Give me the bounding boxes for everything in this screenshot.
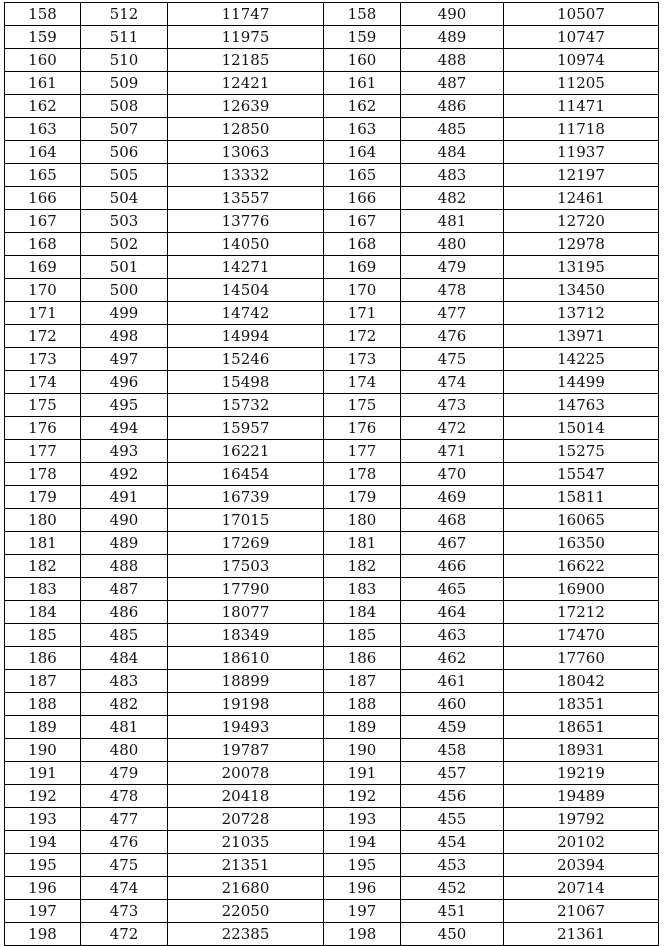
rank-cell: 183 xyxy=(324,578,401,601)
score-cell: 484 xyxy=(401,141,504,164)
table-row xyxy=(5,26,659,49)
rank-cell: 159 xyxy=(324,26,401,49)
rank-cell: 196 xyxy=(324,877,401,900)
cumulative-count-cell: 22050 xyxy=(168,900,324,923)
table-row xyxy=(5,72,659,95)
score-cell: 512 xyxy=(81,3,168,26)
table-row xyxy=(5,716,659,739)
score-cell: 467 xyxy=(401,532,504,555)
score-cell: 463 xyxy=(401,624,504,647)
cumulative-count-cell: 15498 xyxy=(168,371,324,394)
score-cell: 482 xyxy=(401,187,504,210)
cumulative-count-cell: 21035 xyxy=(168,831,324,854)
score-cell: 509 xyxy=(81,72,168,95)
cumulative-count-cell: 12185 xyxy=(168,49,324,72)
score-cell: 474 xyxy=(81,877,168,900)
rank-cell: 165 xyxy=(324,164,401,187)
rank-cell: 169 xyxy=(5,256,81,279)
score-cell: 455 xyxy=(401,808,504,831)
cumulative-count-cell: 19792 xyxy=(504,808,659,831)
table-row xyxy=(5,394,659,417)
cumulative-count-cell: 18931 xyxy=(504,739,659,762)
rank-cell: 164 xyxy=(5,141,81,164)
rank-cell: 194 xyxy=(5,831,81,854)
score-cell: 485 xyxy=(81,624,168,647)
rank-cell: 188 xyxy=(5,693,81,716)
cumulative-count-cell: 14271 xyxy=(168,256,324,279)
table-row xyxy=(5,95,659,118)
rank-cell: 180 xyxy=(5,509,81,532)
cumulative-count-cell: 14050 xyxy=(168,233,324,256)
rank-cell: 171 xyxy=(324,302,401,325)
score-cell: 468 xyxy=(401,509,504,532)
table-row xyxy=(5,371,659,394)
rank-cell: 167 xyxy=(5,210,81,233)
score-cell: 487 xyxy=(81,578,168,601)
rank-cell: 187 xyxy=(324,670,401,693)
rank-cell: 175 xyxy=(5,394,81,417)
rank-cell: 186 xyxy=(5,647,81,670)
table-row xyxy=(5,808,659,831)
cumulative-count-cell: 19489 xyxy=(504,785,659,808)
cumulative-count-cell: 16622 xyxy=(504,555,659,578)
rank-cell: 193 xyxy=(5,808,81,831)
cumulative-count-cell: 17269 xyxy=(168,532,324,555)
rank-cell: 161 xyxy=(5,72,81,95)
score-cell: 479 xyxy=(81,762,168,785)
score-cell: 488 xyxy=(81,555,168,578)
score-cell: 486 xyxy=(81,601,168,624)
table-row xyxy=(5,417,659,440)
table-row xyxy=(5,486,659,509)
rank-cell: 196 xyxy=(5,877,81,900)
cumulative-count-cell: 18042 xyxy=(504,670,659,693)
rank-cell: 172 xyxy=(324,325,401,348)
cumulative-count-cell: 16739 xyxy=(168,486,324,509)
cumulative-count-cell: 14499 xyxy=(504,371,659,394)
cumulative-count-cell: 19787 xyxy=(168,739,324,762)
cumulative-count-cell: 13557 xyxy=(168,187,324,210)
cumulative-count-cell: 11471 xyxy=(504,95,659,118)
table-row xyxy=(5,463,659,486)
table-row xyxy=(5,670,659,693)
rank-cell: 165 xyxy=(5,164,81,187)
score-cell: 475 xyxy=(81,854,168,877)
cumulative-count-cell: 12639 xyxy=(168,95,324,118)
rank-cell: 185 xyxy=(5,624,81,647)
table-row xyxy=(5,532,659,555)
cumulative-count-cell: 21067 xyxy=(504,900,659,923)
rank-cell: 158 xyxy=(5,3,81,26)
score-cell: 474 xyxy=(401,371,504,394)
cumulative-count-cell: 20078 xyxy=(168,762,324,785)
cumulative-count-cell: 16065 xyxy=(504,509,659,532)
table-row xyxy=(5,325,659,348)
cumulative-count-cell: 11937 xyxy=(504,141,659,164)
cumulative-count-cell: 17503 xyxy=(168,555,324,578)
score-cell: 504 xyxy=(81,187,168,210)
score-cell: 493 xyxy=(81,440,168,463)
rank-cell: 164 xyxy=(324,141,401,164)
score-cell: 458 xyxy=(401,739,504,762)
rank-cell: 185 xyxy=(324,624,401,647)
table-row xyxy=(5,118,659,141)
table-row xyxy=(5,854,659,877)
rank-cell: 170 xyxy=(5,279,81,302)
rank-cell: 161 xyxy=(324,72,401,95)
table-row xyxy=(5,256,659,279)
rank-cell: 180 xyxy=(324,509,401,532)
score-cell: 488 xyxy=(401,49,504,72)
score-cell: 482 xyxy=(81,693,168,716)
rank-cell: 174 xyxy=(324,371,401,394)
cumulative-count-cell: 14994 xyxy=(168,325,324,348)
rank-cell: 189 xyxy=(324,716,401,739)
rank-cell: 187 xyxy=(5,670,81,693)
rank-cell: 177 xyxy=(324,440,401,463)
cumulative-count-cell: 22385 xyxy=(168,923,324,946)
cumulative-count-cell: 13971 xyxy=(504,325,659,348)
score-cell: 470 xyxy=(401,463,504,486)
rank-cell: 173 xyxy=(5,348,81,371)
rank-cell: 181 xyxy=(5,532,81,555)
score-cell: 498 xyxy=(81,325,168,348)
rank-cell: 191 xyxy=(5,762,81,785)
score-cell: 480 xyxy=(401,233,504,256)
score-cell: 479 xyxy=(401,256,504,279)
score-cell: 490 xyxy=(401,3,504,26)
table-row xyxy=(5,900,659,923)
rank-cell: 184 xyxy=(5,601,81,624)
table-row xyxy=(5,762,659,785)
rank-cell: 170 xyxy=(324,279,401,302)
score-cell: 487 xyxy=(401,72,504,95)
rank-cell: 177 xyxy=(5,440,81,463)
cumulative-count-cell: 13195 xyxy=(504,256,659,279)
score-cell: 473 xyxy=(81,900,168,923)
score-cell: 453 xyxy=(401,854,504,877)
cumulative-count-cell: 20728 xyxy=(168,808,324,831)
score-cell: 454 xyxy=(401,831,504,854)
cumulative-count-cell: 18351 xyxy=(504,693,659,716)
score-cell: 505 xyxy=(81,164,168,187)
cumulative-count-cell: 16350 xyxy=(504,532,659,555)
table-row xyxy=(5,3,659,26)
score-cell: 481 xyxy=(401,210,504,233)
rank-cell: 171 xyxy=(5,302,81,325)
cumulative-count-cell: 17760 xyxy=(504,647,659,670)
score-cell: 475 xyxy=(401,348,504,371)
table-row xyxy=(5,555,659,578)
score-cell: 457 xyxy=(401,762,504,785)
cumulative-count-cell: 12421 xyxy=(168,72,324,95)
rank-cell: 158 xyxy=(324,3,401,26)
score-cell: 507 xyxy=(81,118,168,141)
rank-cell: 191 xyxy=(324,762,401,785)
score-table xyxy=(4,2,659,946)
table-row xyxy=(5,601,659,624)
rank-cell: 160 xyxy=(5,49,81,72)
cumulative-count-cell: 14225 xyxy=(504,348,659,371)
cumulative-count-cell: 18610 xyxy=(168,647,324,670)
table-row xyxy=(5,785,659,808)
cumulative-count-cell: 19219 xyxy=(504,762,659,785)
rank-cell: 183 xyxy=(5,578,81,601)
cumulative-count-cell: 11747 xyxy=(168,3,324,26)
score-cell: 492 xyxy=(81,463,168,486)
rank-cell: 197 xyxy=(324,900,401,923)
score-cell: 501 xyxy=(81,256,168,279)
cumulative-count-cell: 15014 xyxy=(504,417,659,440)
cumulative-count-cell: 11718 xyxy=(504,118,659,141)
score-cell: 452 xyxy=(401,877,504,900)
table-row xyxy=(5,739,659,762)
score-cell: 480 xyxy=(81,739,168,762)
score-cell: 456 xyxy=(401,785,504,808)
rank-cell: 175 xyxy=(324,394,401,417)
score-cell: 461 xyxy=(401,670,504,693)
rank-cell: 166 xyxy=(324,187,401,210)
table-row xyxy=(5,279,659,302)
score-cell: 476 xyxy=(81,831,168,854)
score-cell: 489 xyxy=(81,532,168,555)
rank-cell: 192 xyxy=(5,785,81,808)
score-cell: 477 xyxy=(401,302,504,325)
score-cell: 510 xyxy=(81,49,168,72)
score-cell: 483 xyxy=(401,164,504,187)
score-cell: 450 xyxy=(401,923,504,946)
score-cell: 484 xyxy=(81,647,168,670)
table-row xyxy=(5,923,659,946)
score-cell: 473 xyxy=(401,394,504,417)
score-cell: 497 xyxy=(81,348,168,371)
cumulative-count-cell: 12978 xyxy=(504,233,659,256)
cumulative-count-cell: 20102 xyxy=(504,831,659,854)
rank-cell: 188 xyxy=(324,693,401,716)
score-cell: 472 xyxy=(401,417,504,440)
table-row xyxy=(5,210,659,233)
cumulative-count-cell: 13332 xyxy=(168,164,324,187)
table-row xyxy=(5,693,659,716)
score-cell: 451 xyxy=(401,900,504,923)
rank-cell: 192 xyxy=(324,785,401,808)
rank-cell: 176 xyxy=(5,417,81,440)
score-cell: 460 xyxy=(401,693,504,716)
rank-cell: 168 xyxy=(5,233,81,256)
cumulative-count-cell: 15957 xyxy=(168,417,324,440)
rank-cell: 182 xyxy=(5,555,81,578)
rank-cell: 190 xyxy=(324,739,401,762)
cumulative-count-cell: 16221 xyxy=(168,440,324,463)
cumulative-count-cell: 13450 xyxy=(504,279,659,302)
rank-cell: 181 xyxy=(324,532,401,555)
rank-cell: 189 xyxy=(5,716,81,739)
cumulative-count-cell: 12720 xyxy=(504,210,659,233)
score-cell: 489 xyxy=(401,26,504,49)
score-cell: 469 xyxy=(401,486,504,509)
rank-cell: 173 xyxy=(324,348,401,371)
rank-cell: 194 xyxy=(324,831,401,854)
rank-cell: 167 xyxy=(324,210,401,233)
score-cell: 472 xyxy=(81,923,168,946)
cumulative-count-cell: 14763 xyxy=(504,394,659,417)
rank-cell: 198 xyxy=(5,923,81,946)
rank-cell: 159 xyxy=(5,26,81,49)
cumulative-count-cell: 21361 xyxy=(504,923,659,946)
score-cell: 494 xyxy=(81,417,168,440)
rank-cell: 168 xyxy=(324,233,401,256)
rank-cell: 190 xyxy=(5,739,81,762)
score-cell: 502 xyxy=(81,233,168,256)
cumulative-count-cell: 17212 xyxy=(504,601,659,624)
table-row xyxy=(5,348,659,371)
cumulative-count-cell: 18899 xyxy=(168,670,324,693)
table-row xyxy=(5,440,659,463)
rank-cell: 172 xyxy=(5,325,81,348)
table-row xyxy=(5,831,659,854)
cumulative-count-cell: 21680 xyxy=(168,877,324,900)
rank-cell: 162 xyxy=(324,95,401,118)
rank-cell: 162 xyxy=(5,95,81,118)
score-cell: 462 xyxy=(401,647,504,670)
rank-cell: 197 xyxy=(5,900,81,923)
cumulative-count-cell: 15547 xyxy=(504,463,659,486)
cumulative-count-cell: 15246 xyxy=(168,348,324,371)
score-cell: 471 xyxy=(401,440,504,463)
cumulative-count-cell: 13712 xyxy=(504,302,659,325)
table-row xyxy=(5,49,659,72)
score-cell: 503 xyxy=(81,210,168,233)
rank-cell: 169 xyxy=(324,256,401,279)
score-cell: 481 xyxy=(81,716,168,739)
rank-cell: 178 xyxy=(5,463,81,486)
rank-cell: 182 xyxy=(324,555,401,578)
score-cell: 491 xyxy=(81,486,168,509)
cumulative-count-cell: 11975 xyxy=(168,26,324,49)
score-cell: 485 xyxy=(401,118,504,141)
table-row xyxy=(5,164,659,187)
cumulative-count-cell: 10747 xyxy=(504,26,659,49)
rank-cell: 195 xyxy=(5,854,81,877)
table-row xyxy=(5,877,659,900)
rank-cell: 195 xyxy=(324,854,401,877)
cumulative-count-cell: 13063 xyxy=(168,141,324,164)
cumulative-count-cell: 12461 xyxy=(504,187,659,210)
score-cell: 464 xyxy=(401,601,504,624)
cumulative-count-cell: 14504 xyxy=(168,279,324,302)
cumulative-count-cell: 13776 xyxy=(168,210,324,233)
score-cell: 466 xyxy=(401,555,504,578)
rank-cell: 179 xyxy=(324,486,401,509)
table-body xyxy=(5,3,659,946)
score-cell: 483 xyxy=(81,670,168,693)
cumulative-count-cell: 12850 xyxy=(168,118,324,141)
cumulative-count-cell: 19198 xyxy=(168,693,324,716)
cumulative-count-cell: 16454 xyxy=(168,463,324,486)
score-cell: 477 xyxy=(81,808,168,831)
rank-cell: 186 xyxy=(324,647,401,670)
table-row xyxy=(5,624,659,647)
score-cell: 465 xyxy=(401,578,504,601)
cumulative-count-cell: 17790 xyxy=(168,578,324,601)
score-cell: 459 xyxy=(401,716,504,739)
cumulative-count-cell: 15811 xyxy=(504,486,659,509)
rank-cell: 163 xyxy=(5,118,81,141)
score-cell: 511 xyxy=(81,26,168,49)
rank-cell: 198 xyxy=(324,923,401,946)
cumulative-count-cell: 15732 xyxy=(168,394,324,417)
rank-cell: 179 xyxy=(5,486,81,509)
score-cell: 490 xyxy=(81,509,168,532)
rank-cell: 163 xyxy=(324,118,401,141)
cumulative-count-cell: 17015 xyxy=(168,509,324,532)
score-cell: 500 xyxy=(81,279,168,302)
rank-cell: 174 xyxy=(5,371,81,394)
cumulative-count-cell: 18349 xyxy=(168,624,324,647)
rank-cell: 178 xyxy=(324,463,401,486)
score-cell: 478 xyxy=(81,785,168,808)
cumulative-count-cell: 15275 xyxy=(504,440,659,463)
rank-cell: 166 xyxy=(5,187,81,210)
cumulative-count-cell: 17470 xyxy=(504,624,659,647)
cumulative-count-cell: 10507 xyxy=(504,3,659,26)
rank-cell: 184 xyxy=(324,601,401,624)
cumulative-count-cell: 16900 xyxy=(504,578,659,601)
score-cell: 476 xyxy=(401,325,504,348)
cumulative-count-cell: 14742 xyxy=(168,302,324,325)
score-cell: 506 xyxy=(81,141,168,164)
score-cell: 486 xyxy=(401,95,504,118)
cumulative-count-cell: 12197 xyxy=(504,164,659,187)
rank-cell: 193 xyxy=(324,808,401,831)
table-row xyxy=(5,187,659,210)
cumulative-count-cell: 20714 xyxy=(504,877,659,900)
table-row xyxy=(5,509,659,532)
rank-cell: 176 xyxy=(324,417,401,440)
score-cell: 478 xyxy=(401,279,504,302)
table-row xyxy=(5,578,659,601)
table-row xyxy=(5,647,659,670)
table-row xyxy=(5,302,659,325)
cumulative-count-cell: 11205 xyxy=(504,72,659,95)
score-cell: 508 xyxy=(81,95,168,118)
cumulative-count-cell: 21351 xyxy=(168,854,324,877)
cumulative-count-cell: 18077 xyxy=(168,601,324,624)
table-row xyxy=(5,233,659,256)
cumulative-count-cell: 10974 xyxy=(504,49,659,72)
rank-cell: 160 xyxy=(324,49,401,72)
cumulative-count-cell: 20418 xyxy=(168,785,324,808)
cumulative-count-cell: 20394 xyxy=(504,854,659,877)
cumulative-count-cell: 18651 xyxy=(504,716,659,739)
score-cell: 496 xyxy=(81,371,168,394)
cumulative-count-cell: 19493 xyxy=(168,716,324,739)
table-row xyxy=(5,141,659,164)
score-cell: 495 xyxy=(81,394,168,417)
score-cell: 499 xyxy=(81,302,168,325)
